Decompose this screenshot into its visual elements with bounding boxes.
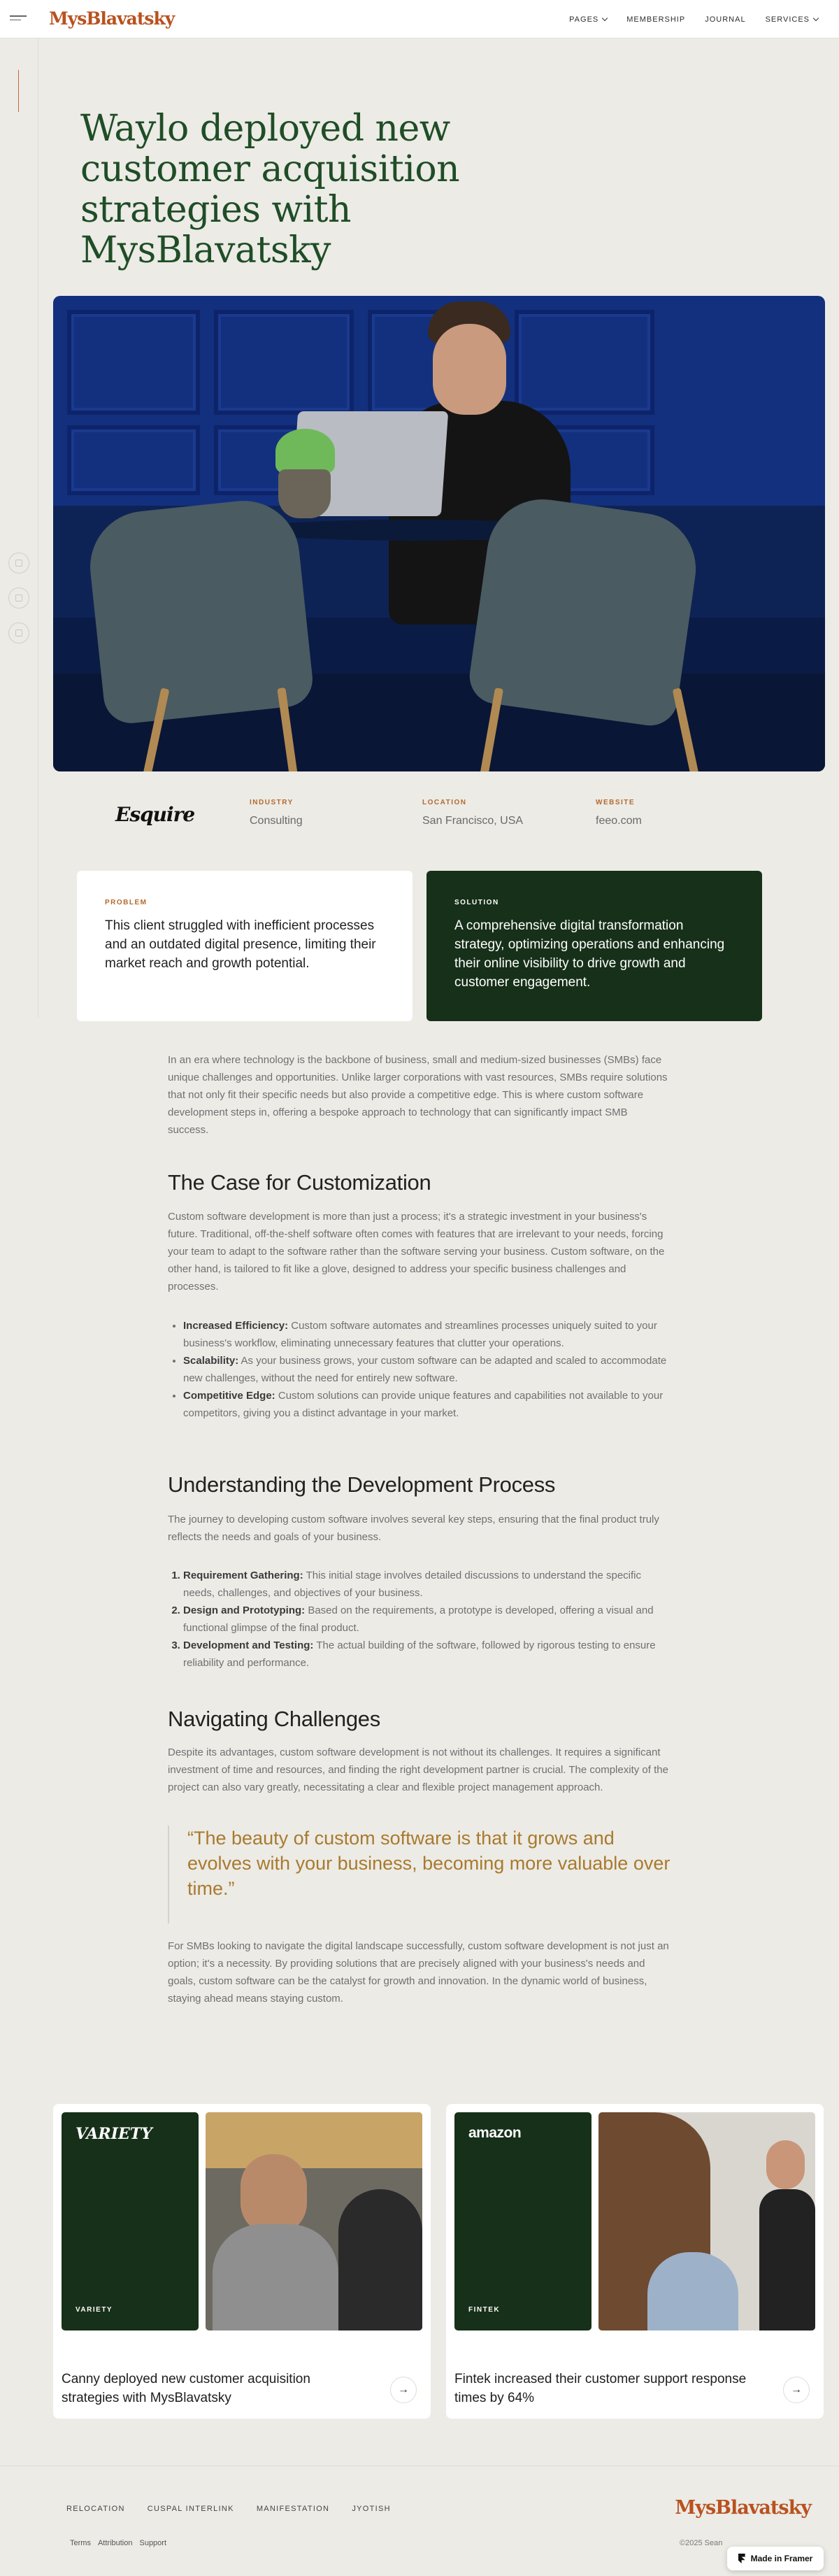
footer-links [66,2505,391,2513]
top-navbar [0,0,839,38]
intro-paragraph: In an era where technology is the backbone of business, small and medium-sized businesses (SMBs) face unique challenges and opportunities. Unlike larger corporations with vast resources, SMBs require solutions that not only fit their specific needs but also provide a competitive edge. This is where custom software development steps in, offering a bespoke approach to technology that can significantly impact SMB success. [168,1054,668,1136]
pull-quote [168,1826,671,1923]
list-item [183,1637,671,1672]
case-title[interactable]: Fintek increased their customer support response times by 64% [454,2372,747,2405]
photo-person-head [766,2140,805,2189]
photo-person-body [213,2224,338,2331]
list-item [183,1602,671,1637]
case-brand-panel [62,2112,199,2331]
case-brand-panel [454,2112,591,2331]
list-item-text: This initial stage involves detailed discussions to understand the specific needs, challenges, and objectives of your business. [183,1570,642,1599]
heading-challenges: Navigating Challenges [168,1707,380,1731]
website-link[interactable]: feeo.com [596,815,642,827]
arrow-right-icon[interactable]: → [390,2377,417,2403]
plant [275,429,335,474]
problem-card [77,871,413,1021]
terms-link[interactable]: Terms [70,2539,91,2547]
case-photo [206,2112,422,2331]
nav-link-journal[interactable] [705,15,745,24]
chevron-down-icon [602,15,608,21]
list-item-term: Scalability: [183,1355,239,1367]
nav-link-membership[interactable] [626,15,685,24]
wall-panel [67,310,200,415]
footer-link-jyotish[interactable]: JYOTISH [352,2505,391,2513]
footer-legal-links [70,2539,166,2547]
case-tag: FINTEK [468,2306,501,2314]
nav-link-label: PAGES [569,15,599,24]
framer-badge-label: Made in Framer [750,2554,813,2563]
case-tag: VARIETY [76,2306,113,2314]
footer [0,2465,839,2576]
person-head [433,324,506,415]
case-photo [598,2112,815,2331]
progress-indicator [18,70,19,112]
chevron-down-icon [813,15,819,21]
photo-person-head [241,2154,307,2235]
variety-logo: VARIETY [76,2125,152,2143]
industry-value: Consulting [250,815,303,827]
quote-text: “The beauty of custom software is that it grows and evolves with your business, becoming more valuable over time.” [187,1828,671,1899]
problem-label: PROBLEM [105,899,148,906]
wall-panel [67,425,200,495]
photo-background [206,2112,422,2168]
nav-links [569,0,818,38]
heading-customization: The Case for Customization [168,1170,431,1195]
footer-link-cuspal-interlink[interactable]: CUSPAL INTERLINK [147,2505,234,2513]
list-item [183,1567,671,1602]
industry-info [250,799,303,827]
solution-text: A comprehensive digital transformation strategy, optimizing operations and enhancing their online visibility to drive growth and customer engagement. [454,918,725,990]
photo-person-shirt [647,2252,738,2331]
list-item-text: Custom solutions can provide unique features and capabilities not available to your competitors, giving you a distinct advantage in your market. [183,1390,664,1419]
list-item [183,1317,671,1352]
copyright: ©2025 Sean [680,2539,723,2547]
menu-icon[interactable] [10,15,27,24]
footer-link-manifestation[interactable]: MANIFESTATION [256,2505,330,2513]
nav-link-pages[interactable] [569,15,607,24]
website-label: WEBSITE [596,799,636,806]
wall-panel [515,310,654,415]
footer-logo[interactable]: MysBlavatsky [675,2497,811,2519]
list-item-term: Increased Efficiency: [183,1320,289,1332]
heading-process: Understanding the Development Process [168,1472,556,1497]
left-rail [0,38,38,1018]
made-in-framer-badge[interactable] [727,2547,824,2570]
arrow-right-icon[interactable]: → [783,2377,810,2403]
share-icon[interactable] [8,553,29,574]
footer-link-relocation[interactable]: RELOCATION [66,2505,125,2513]
website-info [596,799,642,827]
list-item-text: Custom software automates and streamlines processes uniquely suited to your business's workflow, eliminating unnecessary features that clutter your operations. [183,1320,657,1349]
framer-icon [738,2554,745,2563]
solution-card [426,871,762,1021]
location-info [422,799,523,827]
case-study-card-fintek[interactable] [446,2104,824,2419]
photo-person-body [759,2189,815,2331]
share-icon[interactable] [8,588,29,609]
case-title[interactable]: Canny deployed new customer acquisition strategies with MysBlavatsky [62,2372,310,2405]
nav-link-label: JOURNAL [705,15,746,24]
list-item-text: Based on the requirements, a prototype is developed, offering a visual and functional glimpse of the final product. [183,1604,654,1634]
paragraph-customization: Custom software development is more than just a process; it's a strategic investment in your business's future. Traditional, off-the-shelf software often comes with features that are irrelevant to your needs, forcing your team to adapt to the software rather than the software serving your business. Custom software, on the other hand, is tailored to fit like a glove, designed to address your specific business challenges and processes. [168,1211,665,1293]
list-item-term: Design and Prototyping: [183,1604,306,1616]
list-item-term: Requirement Gathering: [183,1570,303,1581]
paragraph-process: The journey to developing custom software involves several key steps, ensuring that the final product truly reflects the needs and goals of your business. [168,1514,659,1543]
wall-panel [214,310,354,415]
list-item-text: As your business grows, your custom software can be adapted and scaled to accommodate new challenges, without the need for entirely new software. [183,1355,667,1384]
nav-link-label: MEMBERSHIP [626,15,686,24]
client-logo: Esquire [115,803,195,826]
photo-person-background [338,2189,422,2331]
amazon-logo: amazon [468,2125,522,2141]
location-label: LOCATION [422,799,467,806]
plant-pot [278,469,331,518]
nav-link-label: SERVICES [765,15,810,24]
problem-text: This client struggled with inefficient processes and an outdated digital presence, limiting their market reach and growth potential. [105,918,376,971]
attribution-link[interactable]: Attribution [97,2539,133,2547]
case-study-card-variety[interactable] [53,2104,431,2419]
list-item [183,1352,671,1387]
hero-image [53,296,825,771]
paragraph-challenges: Despite its advantages, custom software development is not without its challenges. It requires a significant investment of time and resources, and finding the right development partner is crucial. The complexity of the project can also vary greatly, necessitating a clear and flexible project management approach. [168,1746,668,1793]
benefits-list [168,1317,671,1422]
steps-list [168,1567,671,1672]
list-item-text: The actual building of the software, followed by rigorous testing to ensure reliability and performance. [183,1639,656,1669]
list-item-term: Competitive Edge: [183,1390,275,1402]
share-icon[interactable] [8,622,29,643]
industry-label: INDUSTRY [250,799,294,806]
nav-link-services[interactable] [766,15,818,24]
brand-logo[interactable]: MysBlavatsky [49,8,175,29]
support-link[interactable]: Support [139,2539,167,2547]
paragraph-conclusion: For SMBs looking to navigate the digital landscape successfully, custom software development is not just an option; it's a necessity. By providing solutions that are precisely aligned with your business's needs and goals, custom software can be the catalyst for growth and innovation. In the dynamic world of business, staying ahead means staying custom. [168,1940,669,2005]
page-title: Waylo deployed new customer acquisition strategies with MysBlavatsky [80,108,460,271]
list-item-term: Development and Testing: [183,1639,314,1651]
location-value: San Francisco, USA [422,815,524,827]
list-item [183,1387,671,1422]
solution-label: SOLUTION [454,899,499,906]
